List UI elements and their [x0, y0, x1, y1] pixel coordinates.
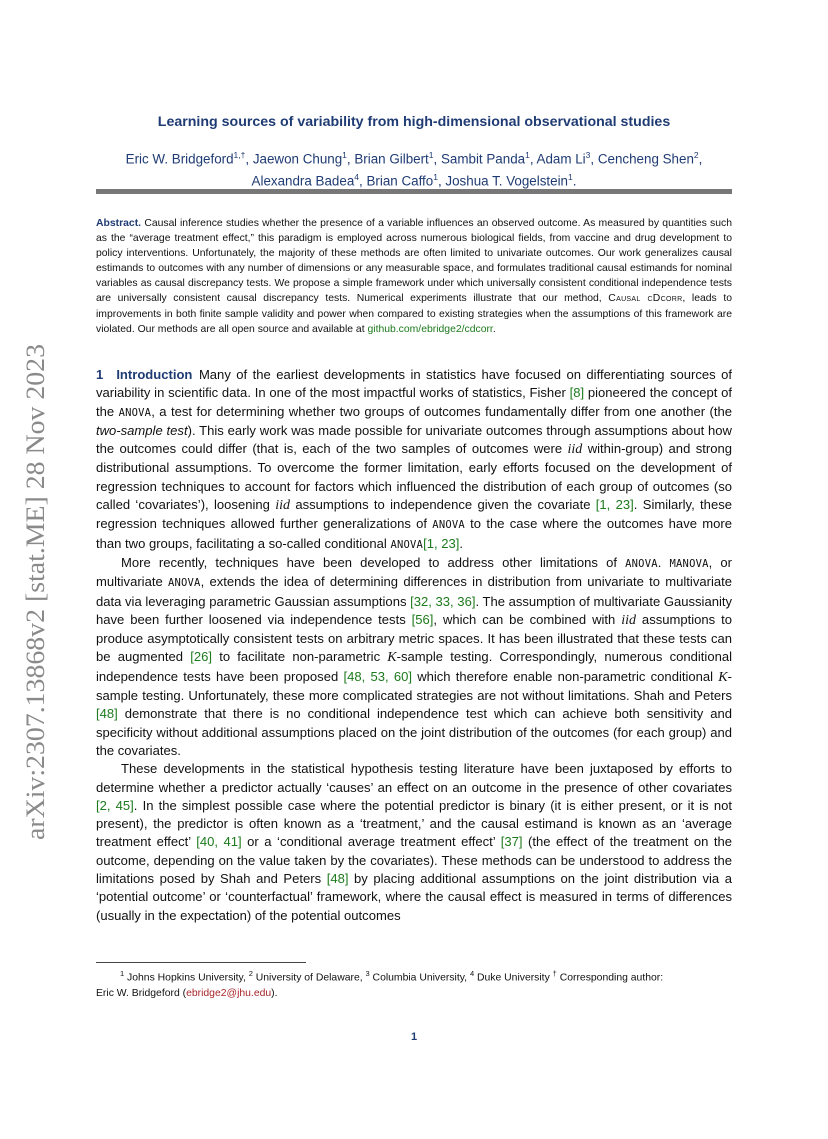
author-name: Sambit Panda	[440, 151, 526, 167]
author-separator: ,	[529, 151, 537, 167]
author-separator: .	[572, 173, 577, 189]
text-run: within-group) and strong distributional assumptions. To overcome the former limitation, early efforts focused on the development of regression techniques to account for factors which influenced the distribution of each group of outcomes (so called ‘covariates’), loosening	[96, 441, 732, 513]
text-run: assumptions to independence given the covariate	[290, 497, 596, 513]
text-run: . Similarly, these regression techniques allowed further generalizations of	[96, 497, 732, 532]
paper-title: Learning sources of variability from high-dimensional observational studies	[157, 114, 671, 130]
author-name: Joshua T. Vogelstein	[445, 173, 568, 189]
corresponding-closing: ).	[271, 987, 278, 999]
affiliation-mark: 1	[120, 969, 125, 978]
abstract-label: Abstract.	[96, 218, 142, 229]
author-separator: ,	[346, 151, 355, 167]
method-abbrev: ANOVA	[167, 577, 201, 590]
emphasis-text: two-sample test	[96, 422, 188, 438]
citation-link[interactable]: [32, 33, 36]	[410, 593, 476, 609]
citation-link[interactable]: [48]	[96, 706, 118, 722]
text-run: ). This early work was made possible for univariate outcomes through assumptions about how the outcomes could differ (that is, each of the two samples of outcomes were	[96, 422, 732, 457]
author-name: Cencheng Shen	[597, 151, 694, 167]
page-number: 1	[410, 1031, 418, 1043]
author-list	[110, 146, 718, 191]
author-name: Eric W. Bridgeford	[125, 151, 234, 167]
math-symbol: iid	[567, 442, 583, 458]
title-divider	[96, 189, 732, 194]
author-separator: ,	[433, 151, 441, 167]
section-heading	[96, 367, 192, 382]
method-name: Causal cDcorr	[608, 293, 683, 305]
introduction-section	[96, 366, 732, 925]
text-run: , or multivariate	[96, 554, 733, 590]
section-number: 1	[96, 367, 104, 382]
citation-link[interactable]: [26]	[190, 649, 212, 665]
text-run: . In the simplest possible case where the potential predictor is binary (it is either present, or it is not present), the predictor is often known as a ‘treatment,’ and the causal estimand is known as an ‘average treatment effect’	[96, 797, 732, 850]
email-link[interactable]: ebridge2@jhu.edu	[186, 987, 272, 999]
math-symbol: K	[387, 650, 397, 666]
author-affiliation-mark: 3	[585, 150, 591, 160]
text-run: by placing additional assumptions on the joint distribution via a ‘potential outcome’ or ‘counterfactual’ framework, where the causal effect is measured in terms of differences (usually in the expectation) of the potential outcomes	[96, 871, 732, 923]
author-name: Alexandra Badea	[251, 173, 355, 189]
text-run: . The assumption of multivariate Gaussianity have been further loosened via independence tests	[96, 593, 733, 627]
author-separator: ,	[698, 151, 703, 167]
section-title: Introduction	[116, 367, 193, 382]
text-run: .	[657, 554, 670, 570]
corresponding-name: Eric W. Bridgeford (	[96, 987, 187, 999]
affiliation-mark: 2	[248, 969, 253, 978]
abstract-end: .	[492, 323, 496, 335]
affiliation-mark: 4	[469, 969, 475, 978]
text-run: , extends the idea of determining differences in distribution from univariate to multivariate data via leveraging parametric Gaussian assumptions	[96, 574, 732, 609]
citation-link[interactable]: [40, 41]	[196, 834, 242, 850]
text-run: -sample testing. Unfortunately, these more complicated strategies are not without limitations. Shah and Peters	[96, 668, 732, 704]
citation-link[interactable]: [37]	[500, 834, 523, 850]
citation-link[interactable]: [1, 23]	[595, 497, 634, 513]
author-affiliation-mark: 1	[342, 150, 347, 160]
author-affiliation-mark: 1,†	[233, 150, 246, 160]
text-run: to the case where the outcomes have more than two groups, facilitating a so-called conditional	[96, 516, 732, 551]
footnote	[96, 966, 732, 1001]
text-run: assumptions to produce asymptotically consistent tests on arbitrary metric spaces. It has been illustrated that these tests can be augmented	[96, 611, 732, 665]
method-abbrev: ANOVA	[118, 406, 152, 419]
abstract-text-before: Causal inference studies whether the presence of a variable influences an observed outcome. As measured by quantities such as the “average treatment effect,” this paradigm is employed across numerous biological fields, from vaccine and drug development to policy interventions. Unfortunately, the majority of these methods are often limited to univariate outcomes. Our work generalizes causal estimands to outcomes with any number of dimensions or any measurable space, and formulates traditional causal estimands for nominal variables as causal discrepancy tests. We propose a simple framework under which universally consistent conditional independence tests are universally consistent causal discrepancy tests. Numerical experiments illustrate that our method,	[96, 218, 732, 305]
author-separator: ,	[590, 151, 598, 167]
text-run: (the effect of the treatment on the outcome, depending on the value taken by the covariates). These methods can be understood to address the limitations posed by Shah and Peters	[96, 834, 733, 887]
intro-paragraph	[96, 760, 732, 925]
abstract-text-after: , leads to improvements in both finite sample validity and power when compared to existing strategies when the assumptions of this framework are violated. Our methods are all open source and available at	[96, 293, 733, 335]
affiliation-mark: 3	[365, 969, 370, 978]
text-run: These developments in the statistical hypothesis testing literature have been juxtaposed by efforts to determine whether a predictor actually ‘causes’ an effect on an outcome in the presence of other covariates	[96, 761, 732, 795]
arxiv-stamp-text: arXiv:2307.13868v2 [stat.ME] 28 Nov 2023	[21, 376, 50, 840]
method-abbrev: ANOVA	[625, 557, 658, 570]
citation-link[interactable]: [8]	[569, 385, 585, 401]
affiliation-text: Duke University	[474, 972, 553, 984]
citation-link[interactable]: [48, 53, 60]	[343, 668, 412, 684]
author-name: Adam Li	[536, 151, 586, 167]
affiliation-mark: †	[552, 969, 557, 978]
affiliation-text: Johns Hopkins University,	[124, 972, 249, 984]
author-separator: ,	[437, 173, 446, 189]
author-separator: ,	[359, 173, 367, 189]
math-symbol: iid	[275, 498, 290, 514]
text-run: .	[459, 535, 463, 551]
method-abbrev: ANOVA	[390, 538, 424, 551]
affiliations	[96, 966, 732, 986]
citation-link[interactable]: [1, 23]	[423, 535, 460, 551]
citation-link[interactable]: [48]	[326, 871, 349, 887]
text-run: Many of the earliest developments in statistics have focused on differentiating sources of variability in scientific data. In one of the most impactful works of statistics, Fisher	[96, 367, 732, 401]
author-affiliation-mark: 4	[354, 172, 360, 183]
author-affiliation-mark: 1	[428, 150, 434, 160]
author-affiliation-mark: 2	[693, 150, 699, 160]
affiliation-text: University of Delaware,	[252, 972, 366, 984]
footnote-divider	[96, 962, 306, 963]
arxiv-stamp-svg	[10, 340, 54, 840]
text-run: or a ‘conditional average treatment effect’	[241, 834, 501, 850]
math-symbol: iid	[621, 612, 637, 628]
author-affiliation-mark: 1	[525, 150, 530, 160]
citation-link[interactable]: [56]	[411, 611, 434, 627]
abstract	[96, 216, 732, 337]
method-abbrev: MANOVA	[669, 557, 709, 570]
citation-link[interactable]: [2, 45]	[96, 797, 134, 813]
intro-paragraph	[96, 366, 732, 554]
math-symbol: K	[718, 669, 728, 685]
text-run: pioneered the concept of the	[96, 385, 733, 419]
arxiv-stamp	[10, 340, 54, 840]
text-run: demonstrate that there is no conditional independence test which can achieve both sensitivity and specificity without additional assumptions placed on the joint distribution of the outcomes (for each group) and the covariates.	[96, 706, 732, 758]
code-link[interactable]: github.com/ebridge2/cdcorr	[367, 323, 493, 335]
affiliation-text: Columbia University,	[369, 972, 470, 984]
text-run: which therefore enable non-parametric conditional	[411, 668, 719, 684]
author-name: Brian Gilbert	[354, 151, 429, 167]
corresponding-line	[96, 986, 732, 1002]
text-run: More recently, techniques have been developed to address other limitations of	[121, 554, 626, 570]
text-run: -sample testing. Correspondingly, numerous conditional independence tests have been proposed	[96, 649, 732, 684]
author-separator: ,	[245, 151, 253, 167]
author-affiliation-mark: 1	[433, 172, 438, 183]
intro-paragraph	[96, 554, 732, 760]
method-abbrev: ANOVA	[432, 519, 465, 532]
text-run: , a test for determining whether two groups of outcomes fundamentally differ from one another (the	[151, 403, 732, 419]
text-run: , which can be combined with	[433, 611, 622, 627]
affiliation-text: Corresponding author:	[556, 972, 664, 984]
author-name: Brian Caffo	[366, 173, 434, 189]
text-run: to facilitate non-parametric	[211, 649, 388, 665]
author-affiliation-mark: 1	[568, 172, 573, 183]
author-name: Jaewon Chung	[252, 151, 343, 167]
